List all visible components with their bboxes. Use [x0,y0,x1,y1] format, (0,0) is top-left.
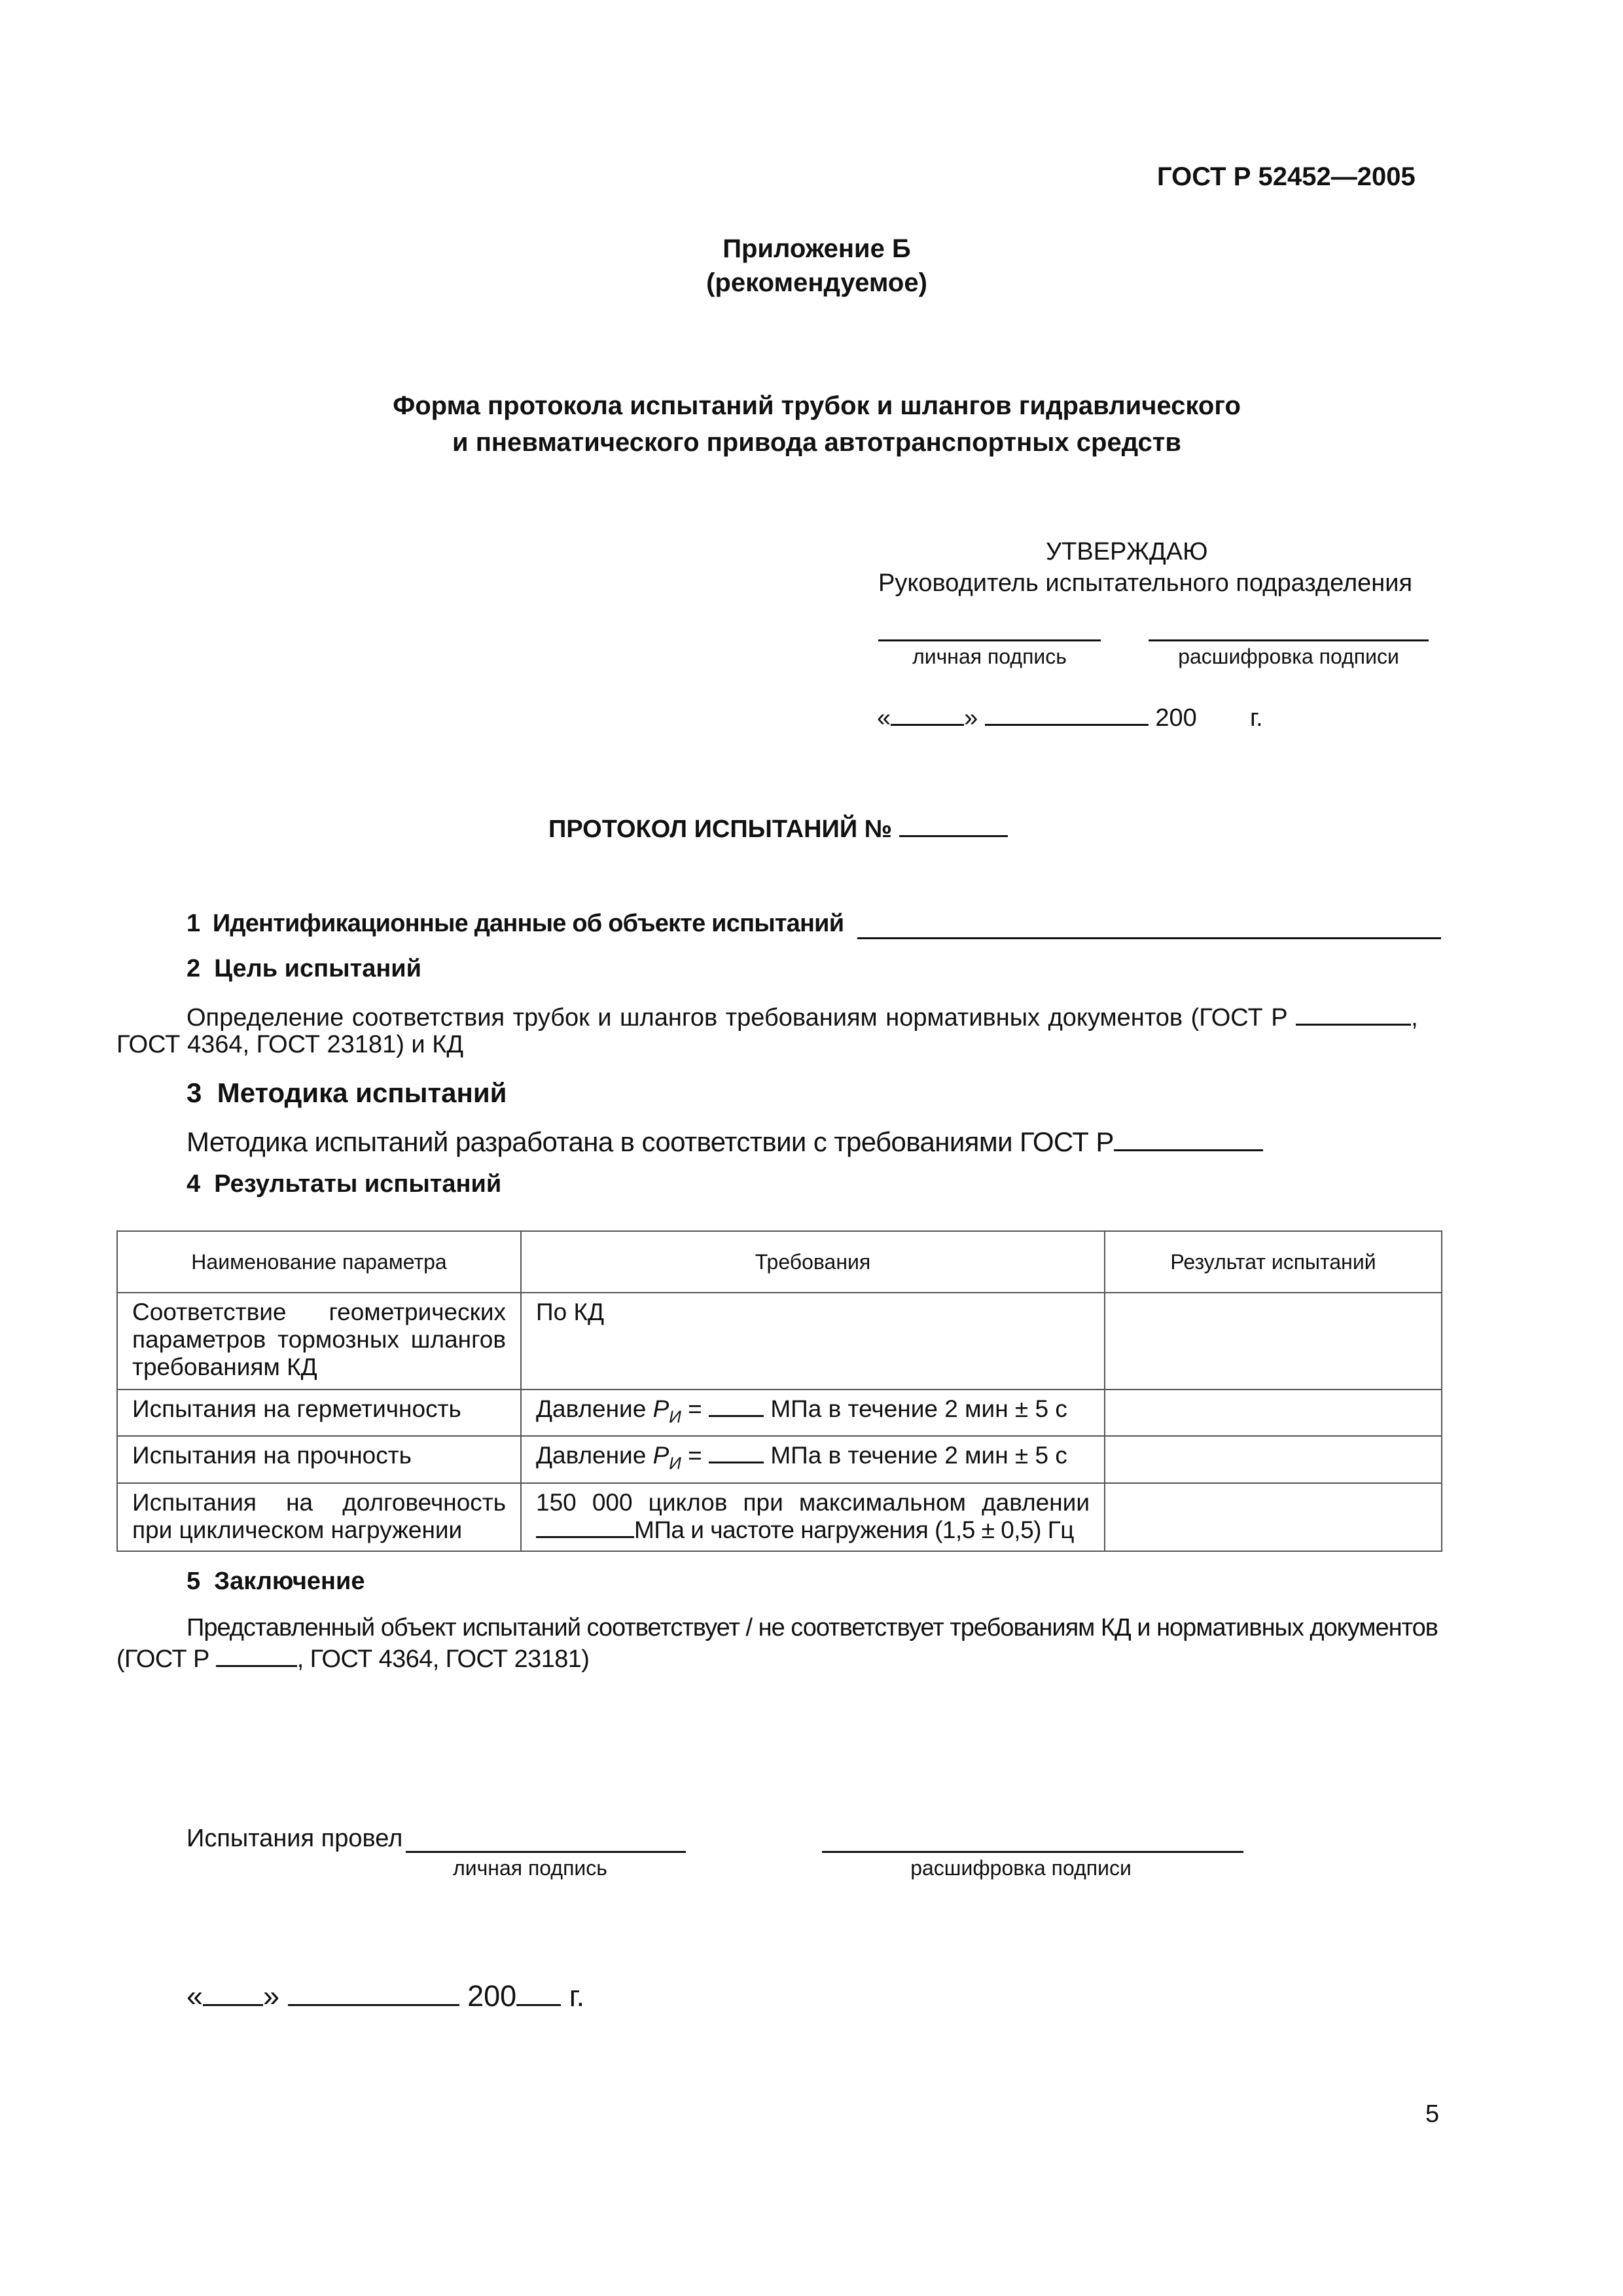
section-5-text-end: , ГОСТ 4364, ГОСТ 23181) [296,1645,590,1673]
table-row [117,1483,1442,1551]
pressure-value-field[interactable] [709,1442,764,1463]
approver-signature-caption: личная подпись [912,645,1067,668]
date-close-quote: » [263,1979,280,2013]
result-cell[interactable] [1105,1293,1442,1390]
section-4-heading [187,1170,501,1198]
protocol-number-field[interactable] [899,813,1008,837]
signoff-year: 200 [467,1979,517,2013]
approver-position: Руководитель испытательного подразделения [878,569,1413,597]
signoff-decoding-line[interactable] [822,1851,1243,1853]
column-header-parameter: Наименование параметра [117,1231,521,1293]
date-close-quote: » [964,704,978,732]
requirement-text: Давление [536,1442,647,1469]
date-open-quote: « [877,704,891,732]
appendix-title: Приложение Б [722,234,911,263]
parameter-cell: Испытания на долговечность при циклическом нагружении [117,1483,521,1551]
section-5-text-line2 [116,1643,589,1674]
section-2-gost-field[interactable] [1296,1001,1411,1026]
pressure-symbol: $Р_И$ [652,1395,681,1427]
requirement-cell: По КД [521,1293,1105,1390]
parameter-cell: Испытания на герметичность [117,1390,521,1436]
table-row [117,1293,1442,1390]
signoff-decoding-caption: расшифровка подписи [910,1856,1132,1880]
signoff-date [187,1978,584,2013]
signoff-label: Испытания провел [187,1825,403,1852]
section-5-title: Заключение [214,1568,365,1595]
section-3-text-body: Методика испытаний разработана в соответствии с требованиями ГОСТ Р [187,1126,1114,1157]
approval-day-field[interactable] [891,702,964,726]
section-4-title: Результаты испытаний [214,1170,502,1198]
section-2-heading [187,955,421,983]
parameter-cell: Соответствие геометрических параметров тормозных шлангов требованиям КД [117,1293,521,1390]
approval-month-field[interactable] [985,702,1149,726]
requirement-text: МПа в течение 2 мин ± 5 с [770,1442,1067,1469]
requirement-cell [521,1436,1105,1482]
results-table [116,1230,1442,1552]
protocol-title-text: ПРОТОКОЛ ИСПЫТАНИЙ № [548,816,893,843]
signoff-signature-caption: личная подпись [453,1856,607,1880]
pressure-symbol: $Р_И$ [652,1442,681,1473]
approver-decoding-caption: расшифровка подписи [1178,645,1399,668]
form-title-line2: и пневматического привода автотранспортных средств [452,428,1181,457]
requirement-cell [521,1483,1105,1551]
section-5-heading [187,1568,365,1596]
signoff-year-suffix: г. [569,1979,585,2013]
section-3-text [187,1124,1263,1158]
section-5-gost-field[interactable] [216,1643,297,1667]
result-cell[interactable] [1105,1436,1442,1482]
section-5-number: 5 [187,1568,201,1595]
section-2-number: 2 [187,955,201,982]
requirement-cell [521,1390,1105,1436]
requirement-text: МПа и частоте нагружения (1,5 ± 0,5) Гц [634,1516,1074,1543]
max-pressure-field[interactable] [536,1516,634,1538]
table-row [117,1390,1442,1436]
section-1-field[interactable] [857,937,1441,939]
column-header-requirements: Требования [521,1231,1105,1293]
section-2-text-line1 [187,1001,1418,1032]
signoff-signature-line[interactable] [406,1851,686,1853]
section-1-heading [187,910,844,938]
section-1-number: 1 [187,910,200,937]
section-5-text-start: (ГОСТ Р [116,1645,209,1673]
section-5-text-line1: Представленный объект испытаний соответствует / не соответствует требованиям КД и нормативных документов [187,1614,1438,1641]
column-header-result: Результат испытаний [1105,1231,1442,1293]
section-3-title: Методика испытаний [217,1077,507,1108]
section-1-title: Идентификационные данные об объекте испытаний [212,910,844,937]
approve-label: УТВЕРЖДАЮ [1046,538,1208,565]
approver-signature-line[interactable] [878,639,1101,641]
section-2-title: Цель испытаний [214,955,421,982]
requirement-text-line1: 150 000 циклов при максимальном давлении [536,1488,1090,1516]
requirement-text: МПа в течение 2 мин ± 5 с [770,1395,1067,1422]
section-3-gost-field[interactable] [1114,1124,1263,1151]
table-header-row [117,1231,1442,1293]
approval-date [877,702,1263,732]
signoff-year-field[interactable] [516,1978,561,2006]
result-cell[interactable] [1105,1390,1442,1436]
section-3-number: 3 [187,1077,202,1108]
equals-sign: = [688,1395,702,1422]
section-2-text-line2: ГОСТ 4364, ГОСТ 23181) и КД [116,1031,464,1058]
approval-year-suffix: г. [1249,704,1263,732]
approval-year: 200 [1155,704,1197,732]
table-row [117,1436,1442,1482]
approver-decoding-line[interactable] [1149,639,1429,641]
section-2-text-comma: , [1411,1004,1418,1031]
equals-sign: = [688,1442,702,1469]
section-3-heading [187,1077,507,1109]
parameter-cell: Испытания на прочность [117,1436,521,1482]
requirement-text: Давление [536,1395,647,1422]
requirement-text-line2 [536,1516,1090,1544]
pressure-value-field[interactable] [709,1395,764,1417]
form-title-line1: Форма протокола испытаний трубок и шлангов гидравлического [393,391,1241,420]
protocol-title [548,813,1008,844]
page-number: 5 [1425,2100,1440,2128]
document-number: ГОСТ Р 52452—2005 [1157,162,1416,191]
section-2-text-start: Определение соответствия трубок и шлангов требованиям нормативных документов (ГОСТ Р [187,1004,1288,1031]
signoff-day-field[interactable] [203,1978,263,2006]
date-open-quote: « [187,1979,204,2013]
signoff-month-field[interactable] [288,1978,459,2006]
result-cell[interactable] [1105,1483,1442,1551]
appendix-subtitle: (рекомендуемое) [706,268,927,297]
section-4-number: 4 [187,1170,201,1198]
